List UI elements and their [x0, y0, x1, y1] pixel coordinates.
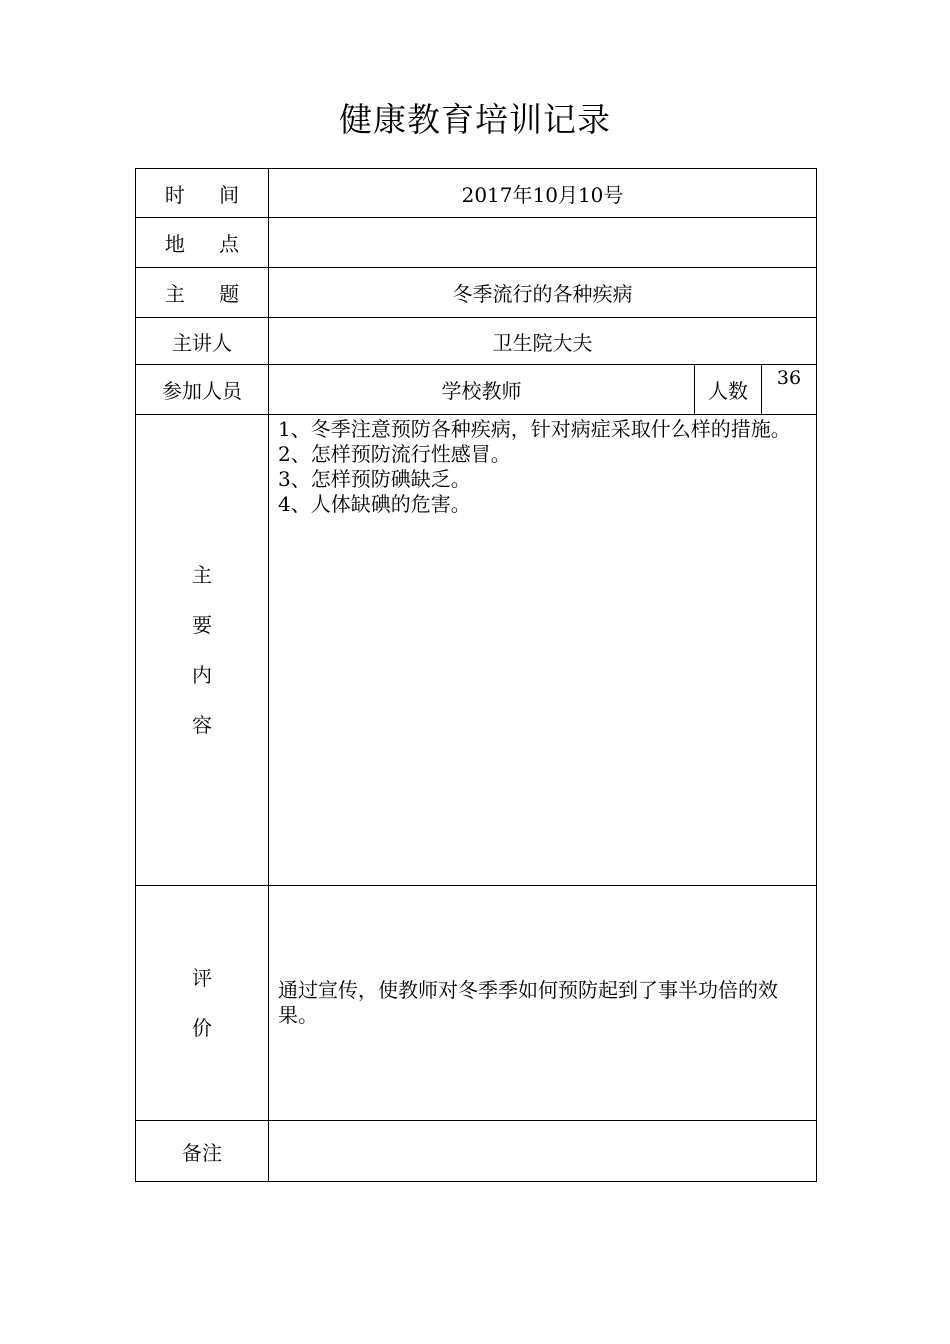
participants-label: 参加人员: [136, 365, 269, 415]
remarks-value: [269, 1121, 817, 1182]
speaker-row: [136, 318, 817, 365]
time-value: 2017年10月10号: [269, 169, 817, 218]
place-value: [269, 218, 817, 268]
content-label-char: 主: [192, 563, 212, 587]
count-value: 36: [762, 365, 817, 415]
time-label: 时 间: [136, 169, 269, 218]
training-record-table: [135, 168, 817, 1182]
count-label: 人数: [695, 365, 762, 415]
content-line: 3、怎样预防碘缺乏。: [278, 467, 471, 491]
content-line: 2、怎样预防流行性感冒。: [278, 442, 511, 466]
content-line: 4、人体缺碘的危害。: [278, 492, 471, 516]
content-label: [136, 415, 269, 886]
remarks-label: 备注: [136, 1121, 269, 1182]
topic-value: 冬季流行的各种疾病: [269, 268, 817, 318]
evaluation-label: [136, 886, 269, 1121]
topic-row: [136, 268, 817, 318]
time-row: [136, 169, 817, 218]
place-row: [136, 218, 817, 268]
content-label-char: 容: [192, 713, 212, 737]
evaluation-row: [136, 886, 817, 1121]
place-label: 地 点: [136, 218, 269, 268]
evaluation-label-char: 价: [192, 1016, 212, 1040]
content-line: 1、冬季注意预防各种疾病，针对病症采取什么样的措施。: [278, 417, 791, 441]
topic-label: 主 题: [136, 268, 269, 318]
speaker-label: 主讲人: [136, 318, 269, 365]
participants-value: 学校教师: [269, 365, 695, 415]
remarks-row: [136, 1121, 817, 1182]
document-title: 健康教育培训记录: [339, 100, 611, 139]
content-row: [136, 415, 817, 886]
content-label-char: 要: [192, 613, 212, 637]
participants-row: [136, 365, 817, 415]
evaluation-label-char: 评: [192, 966, 212, 990]
content-value: [269, 415, 817, 886]
evaluation-value: 通过宣传，使教师对冬季季如何预防起到了事半功倍的效果。: [269, 886, 817, 1121]
speaker-value: 卫生院大夫: [269, 318, 817, 365]
content-label-char: 内: [192, 663, 212, 687]
